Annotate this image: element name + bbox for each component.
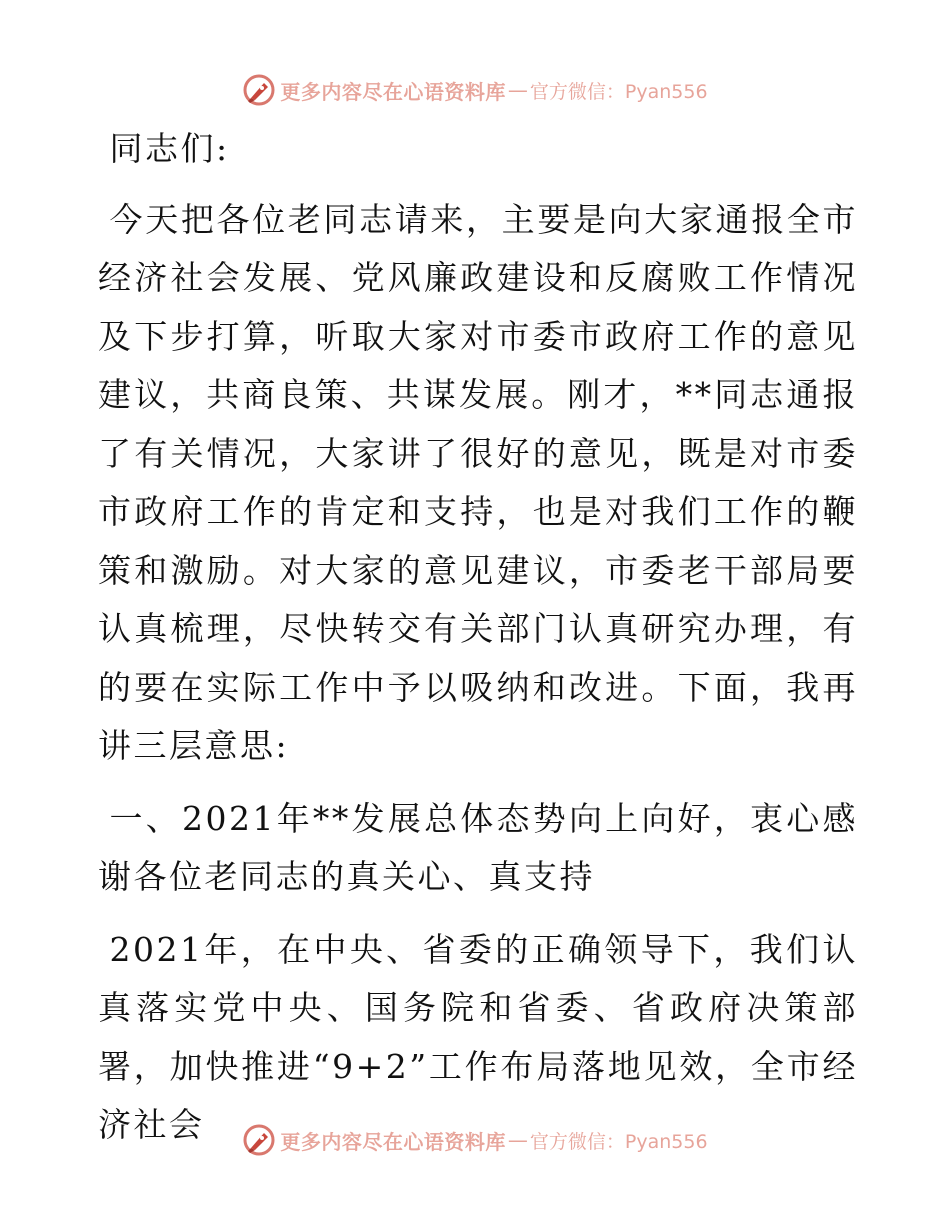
watermark-wechat-text: 官方微信：Pyan556 [529,80,708,103]
footer-watermark [0,1120,950,1160]
watermark-site-text: 更多内容尽在心语资料库 [280,79,506,104]
section-heading-1: 一、2021年**发展总体态势向上向好，衷心感谢各位老同志的真关心、真支持 [98,798,858,896]
watermark-site-text: 更多内容尽在心语资料库 [280,1129,506,1154]
body-paragraph-1: 今天把各位老同志请来，主要是向大家通报全市经济社会发展、党风廉政建设和反腐败工作情况及下步打算，听取大家对市委市政府工作的意见建议，共商良策、共谋发展。刚才，**同志通报了有关情况，大家讲了很好的意见，既是对市委市政府工作的肯定和支持，也是对我们工作的鞭策和激励。对大家的意见建议，市委老干部局要认真梳理，尽快转交有关部门认真研究办理，有的要在实际工作中予以吸纳和改进。下面，我再讲三层意思: [98,199,858,765]
body-paragraph-2: 2021年，在中央、省委的正确领导下，我们认真落实党中央、国务院和省委、省政府决策部署，加快推进“9+2”工作布局落地见效，全市经济社会 [98,929,858,1144]
pen-nib-logo-icon [242,1123,276,1157]
watermark-dash: — [507,78,528,102]
watermark-wechat-text: 官方微信：Pyan556 [529,1130,708,1153]
header-watermark [0,70,950,110]
pen-nib-logo-icon [242,73,276,107]
watermark-dash: — [507,1128,528,1152]
salutation: 同志们: [109,129,230,168]
document-body [98,120,858,1155]
